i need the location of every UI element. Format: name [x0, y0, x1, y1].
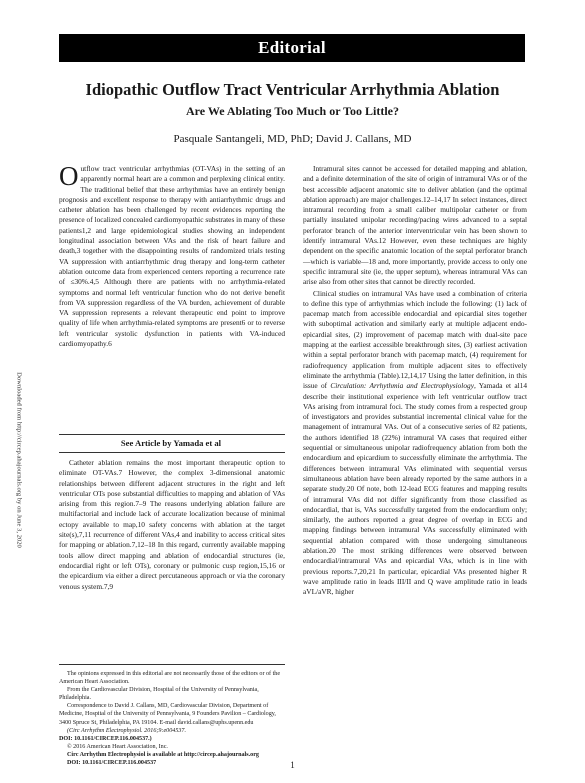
left-paragraph-1-text: utflow tract ventricular arrhythmias (OT-VAs) in the setting of an apparently normal heart are a common and perplexing clinical entity. The traditional belief that these arrhythmias have an entirely benign prognosis and excellent response to therapy with antiarrhythmic drugs and catheter ablation has been challenged by recent evidences reporting the presence of localized concealed cardiomyopathic substrates in many of these patients1,2 and large epidemiological studies showing an independent longitudinal association between VAs and the risk of heart failure and death,3 together with the disappointing results of randomized trials testing VA suppression with antiarrhythmic drug therapy and long-term catheter ablation outcome data from experienced centers reporting a recurrence rate of ≤30%.4,5 Although there are patients with no arrhythmia-related symptoms and normal left ventricular function who do not derive benefit from VA suppression regardless of the VA burden, achievement of durable VA suppression represents a relevant therapeutic end point to improve quality of life when arrhythmia-related symptoms are present6 or to reverse left ventricular systolic dysfunction in patients with VA-induced cardiomyopathy.6 [59, 164, 285, 349]
footnote-doi-2: DOI: 10.1161/CIRCEP.116.004537 [67, 760, 157, 767]
footnotes [59, 670, 285, 767]
right-column [303, 164, 527, 598]
download-note: Downloaded from http://circep.ahajournals.org by on June 3, 2020 [15, 372, 23, 548]
left-paragraph-2: Catheter ablation remains the most important therapeutic option to eliminate OT-VAs.7 However, the complex 3-dimensional anatomic relationships between different adjacent structures in the right and left ventricular OTs pose substantial difficulties to mapping and ablation of VAs arising from this region.7–9 The reasons underlying ablation failure are multifactorial and include lack of accurate localization because of minimal ectopy available to map,10 safety concerns with ablation at the target site(s),7,11 recurrence of different VAs,4 and inability to access critical sites for mapping or ablation.7,12–18 In this regard, currently available mapping tools allow direct mapping and ablation of endocardial structures (ie, endocardial right or left OTs), coronary or pulmonic cusp region,15,16 or the epicardium via either a direct percutaneous approach or via the coronary venous system.7,9 [59, 458, 285, 591]
left-paragraph-1 [59, 161, 285, 349]
journal-name: Circulation: Arrhythmia and Electrophysiology [330, 381, 474, 391]
footnote-affiliation: From the Cardiovascular Division, Hospital of the University of Pennsylvania, Philadelphia. [59, 687, 259, 702]
footnote-copyright: © 2016 American Heart Association, Inc. [67, 743, 168, 750]
article-subtitle: Are We Ablating Too Much or Too Little? [185, 104, 400, 118]
right-paragraph-2-end: , Yamada et al14 describe their institutional experience with left ventricular outflow tract VAs arising from intramural foci. The study comes from a respected group of investigators and provides substantial incremental clinical value for the management of intramural VAs. Out of a consecutive series of 82 patients, the authors identified 18 (22%) intramural VA cases that required either sequential or simultaneous unipolar radiofrequency ablation from both the endocardium and epicardium to successfully eliminate the arrhythmia. The differences between intramural VAs eliminated with sequential versus simultaneous ablation have been already reported by the same authors in a separate study.20 Of note, both 12-lead ECG features and mapping results of intramural VAs did not differ significantly from those classified as endocardial, that is, VAs successfully targeted from the endocardium only; similarly, the authors reported a great degree of overlap in ECG and mapping findings between intramural VAs successfully eliminated with sequential ablation compared with those undergoing simultaneous ablation.20 The most striking differences were observed between endocardial/intramural VAs and epicardial VAs, which is in line with previous reports.7,20,21 In particular, epicardial VAs presented higher R wave amplitude ratio in leads III/II and Q wave amplitude ratio in leads aVL/aVR, higher [303, 381, 527, 597]
article-authors: Pasquale Santangeli, MD, PhD; David J. Callans, MD [173, 133, 412, 145]
left-column-top [59, 161, 285, 350]
footnote-disclaimer: The opinions expressed in this editorial are not necessarily those of the editors or of the American Heart Association. [59, 671, 281, 686]
section-banner: Editorial [59, 34, 525, 62]
see-article-rule-top [59, 434, 285, 435]
footnote-citation: (Circ Arrhythm Electrophysiol. 2016;9:e004537. [67, 727, 186, 734]
footnote-availability[interactable]: Circ Arrhythm Electrophysiol is available at http://circep.ahajournals.org [67, 751, 259, 758]
right-paragraph-1: Intramural sites cannot be accessed for detailed mapping and ablation, and a definite determination of the site of origin of intramural VAs or of the best accessible adjacent anatomic site to deliver ablation (and the optimal ablation approach) are major challenges.12–14,17 In select instances, direct intramural recording from a small caliber multipolar catheter or from partially insulated unipolar recording/pacing wires advanced to a septal perforator branch of the anterior interventricular vein has been shown to identify intramural VAs.12 However, even these techniques are highly dependent on the specific anatomic location of the septal perforator branch—which is variable—18 and, more importantly, provide access to only one specific intramural site (ie, the upper septum), whereas intramural VAs can arise also from other sites that cannot be directly recorded. [303, 164, 527, 287]
page-number: 1 [290, 760, 295, 770]
right-paragraph-2 [303, 289, 527, 598]
see-article-link[interactable]: See Article by Yamada et al [120, 438, 222, 448]
footnote-doi: DOI: 10.1161/CIRCEP.116.004537.) [59, 735, 152, 742]
left-column-bottom [59, 458, 285, 593]
article-title: Idiopathic Outflow Tract Ventricular Arrhythmia Ablation [85, 80, 500, 99]
drop-cap: O [59, 161, 79, 191]
footnote-divider [59, 664, 285, 665]
see-article-rule-bottom [59, 452, 285, 453]
right-paragraph-2-start: Clinical studies on intramural VAs have used a combination of criteria to define this type of arrhythmias which include the following: (1) lack of pacemap match from accessible endocardial and epicardial sites together with suboptimal activation and similarly early at multiple adjacent endo-epicardial sites, (2) improvement of pacemap match with dual-site pace mapping at the earliest accessible breakthrough sites, (3) earliest activation within a septal perforator branch with pacemap match, (4) requirement for radiofrequency application from multiple adjacent sites to effectively eliminate the arrhythmia (Table).12,14,17 Using the latter definition, in this issue of [303, 288, 527, 391]
footnote-correspondence: Correspondence to David J. Callans, MD, Cardiovascular Division, Department of Medicine, Hospital of the University of Pennsylvania, 9 Founders Pavilion – Cardiology, 3400 Spruce St, Philadelphia, PA 19104. E-mail david.callans@uphs.upenn.edu [59, 703, 276, 726]
